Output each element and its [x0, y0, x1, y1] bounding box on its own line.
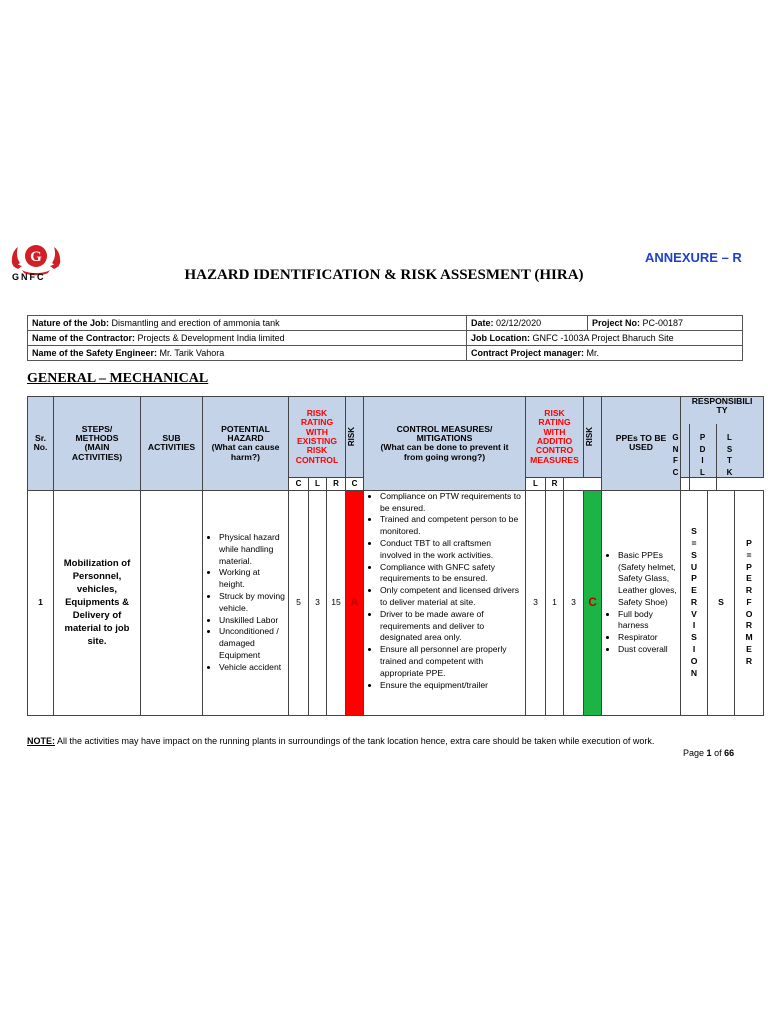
header-sub-activities: SUB ACTIVITIES	[141, 397, 203, 491]
job-info-table	[27, 315, 743, 361]
header-risk-rating-existing: RISK RATING WITH EXISTING RISK CONTROL	[289, 397, 346, 478]
row-c1: 5	[289, 490, 309, 715]
row-r2: 3	[564, 490, 584, 715]
header-hazard: POTENTIAL HAZARD (What can cause harm?)	[203, 397, 289, 491]
header-risk-rating-additional: RISK RATING WITH ADDITIO CONTRO MEASURES	[526, 397, 584, 478]
location-label: Job Location:	[471, 333, 530, 343]
row-l1: 3	[309, 490, 327, 715]
page-number: Page 1 of 66	[683, 748, 735, 758]
list-item: • Ensure all personnel are properly trained and competent with appropriate PPE.	[380, 644, 523, 679]
engineer-label: Name of the Safety Engineer:	[32, 348, 158, 358]
row-controls	[364, 490, 526, 715]
table-row	[28, 490, 764, 715]
row-hazards	[203, 490, 289, 715]
list-item: • Ensure the equipment/trailer	[380, 680, 523, 692]
list-item: • Unskilled Labor	[219, 615, 286, 627]
header-risk: RISK	[346, 397, 364, 478]
note-label: NOTE:	[27, 736, 55, 746]
svg-text:G: G	[30, 249, 42, 265]
job-cell	[28, 316, 467, 331]
list-item: • Struck by moving vehicle.	[219, 591, 286, 615]
divider	[689, 424, 690, 490]
location-cell	[467, 331, 743, 346]
footer-note	[27, 736, 654, 746]
header-responsibility: RESPONSIBILI TY	[681, 397, 764, 478]
contractor-label: Name of the Contractor:	[32, 333, 136, 343]
annexure-label: ANNEXURE – R	[645, 250, 742, 265]
row-l2: 1	[546, 490, 564, 715]
list-item: • Basic PPEs (Safety helmet, Safety Glass, Leather gloves, Safety Shoe)	[618, 550, 678, 609]
list-item: • Trained and competent person to be monitored.	[380, 514, 523, 538]
row-steps: Mobilization of Personnel, vehicles, Equipments & Delivery of material to job site.	[54, 490, 141, 715]
header-risk-2: RISK	[584, 397, 602, 478]
date-value: 02/12/2020	[496, 318, 542, 328]
list-item: • Full body harness	[618, 609, 678, 633]
header-control-measures: CONTROL MEASURES/ MITIGATIONS (What can be done to prevent it from going wrong?)	[364, 397, 526, 491]
header-sr: Sr. No.	[28, 397, 54, 491]
job-info-row	[28, 316, 743, 331]
contractor-cell	[28, 331, 467, 346]
list-item: • Driver to be made aware of requirements and deliver to designated area only.	[380, 609, 523, 644]
header-row	[28, 397, 764, 478]
header-ppes: PPEs TO BE USED	[602, 397, 681, 491]
logo-text: GNFC	[12, 272, 46, 282]
row-pdil: S	[708, 490, 735, 715]
row-lstk: P = P E R F O R M E R	[735, 490, 764, 715]
page-title: HAZARD IDENTIFICATION & RISK ASSESMENT (HIRA)	[184, 267, 584, 283]
engineer-cell	[28, 346, 467, 361]
project-value: PC-00187	[642, 318, 684, 328]
header-gnfc: G N F C	[672, 433, 679, 477]
list-item: • Vehicle accident	[219, 662, 286, 674]
list-item: • Compliance on PTW requirements to be ensured.	[380, 491, 523, 515]
header-l2: L	[526, 478, 546, 491]
header-pdil: P D I L	[699, 433, 706, 477]
row-gnfc: S = S U P E R V I S I O N	[681, 490, 708, 715]
header-r1: R	[327, 478, 346, 491]
header-c1: C	[289, 478, 309, 491]
list-item: • Only competent and licensed drivers to deliver material at site.	[380, 585, 523, 609]
header-c2: C	[346, 478, 364, 491]
manager-cell	[467, 346, 743, 361]
header-l1: L	[309, 478, 327, 491]
row-r1: 15	[327, 490, 346, 715]
list-item: • Conduct TBT to all craftsmen involved in the work activities.	[380, 538, 523, 562]
list-item: • Physical hazard while handling material.	[219, 532, 286, 567]
header-r2: R	[546, 478, 564, 491]
date-label: Date:	[471, 318, 494, 328]
list-item: • Compliance with GNFC safety requirements to be ensured.	[380, 562, 523, 586]
job-info-row	[28, 331, 743, 346]
responsibility-subheaders	[662, 432, 743, 478]
manager-label: Contract Project manager:	[471, 348, 585, 358]
engineer-value: Mr. Tarik Vahora	[159, 348, 225, 358]
note-text: All the activities may have impact on the running plants in surroundings of the tank location hence, extra care should be taken while execution of work.	[57, 736, 655, 746]
project-cell	[588, 316, 743, 331]
header-steps: STEPS/ METHODS (MAIN ACTIVITIES)	[54, 397, 141, 491]
risk-badge-c: C	[584, 490, 602, 715]
contractor-value: Projects & Development India limited	[137, 333, 285, 343]
list-item: • Dust coverall	[618, 644, 678, 656]
section-title: GENERAL – MECHANICAL	[27, 371, 209, 386]
row-sub-activities	[141, 490, 203, 715]
row-c2: 3	[526, 490, 546, 715]
row-sr: 1	[28, 490, 54, 715]
risk-badge-a: A	[346, 490, 364, 715]
hira-table	[27, 396, 764, 716]
list-item: • Respirator	[618, 632, 678, 644]
date-cell	[467, 316, 588, 331]
header-lstk: L S T K	[726, 433, 733, 477]
job-value: Dismantling and erection of ammonia tank	[111, 318, 280, 328]
job-label: Nature of the Job:	[32, 318, 110, 328]
project-label: Project No:	[592, 318, 641, 328]
list-item: • Working at height.	[219, 567, 286, 591]
row-ppes	[602, 490, 681, 715]
list-item: • Unconditioned / damaged Equipment	[219, 626, 286, 661]
divider	[716, 424, 717, 490]
location-value: GNFC -1003A Project Bharuch Site	[532, 333, 674, 343]
manager-value: Mr.	[586, 348, 600, 358]
job-info-row	[28, 346, 743, 361]
